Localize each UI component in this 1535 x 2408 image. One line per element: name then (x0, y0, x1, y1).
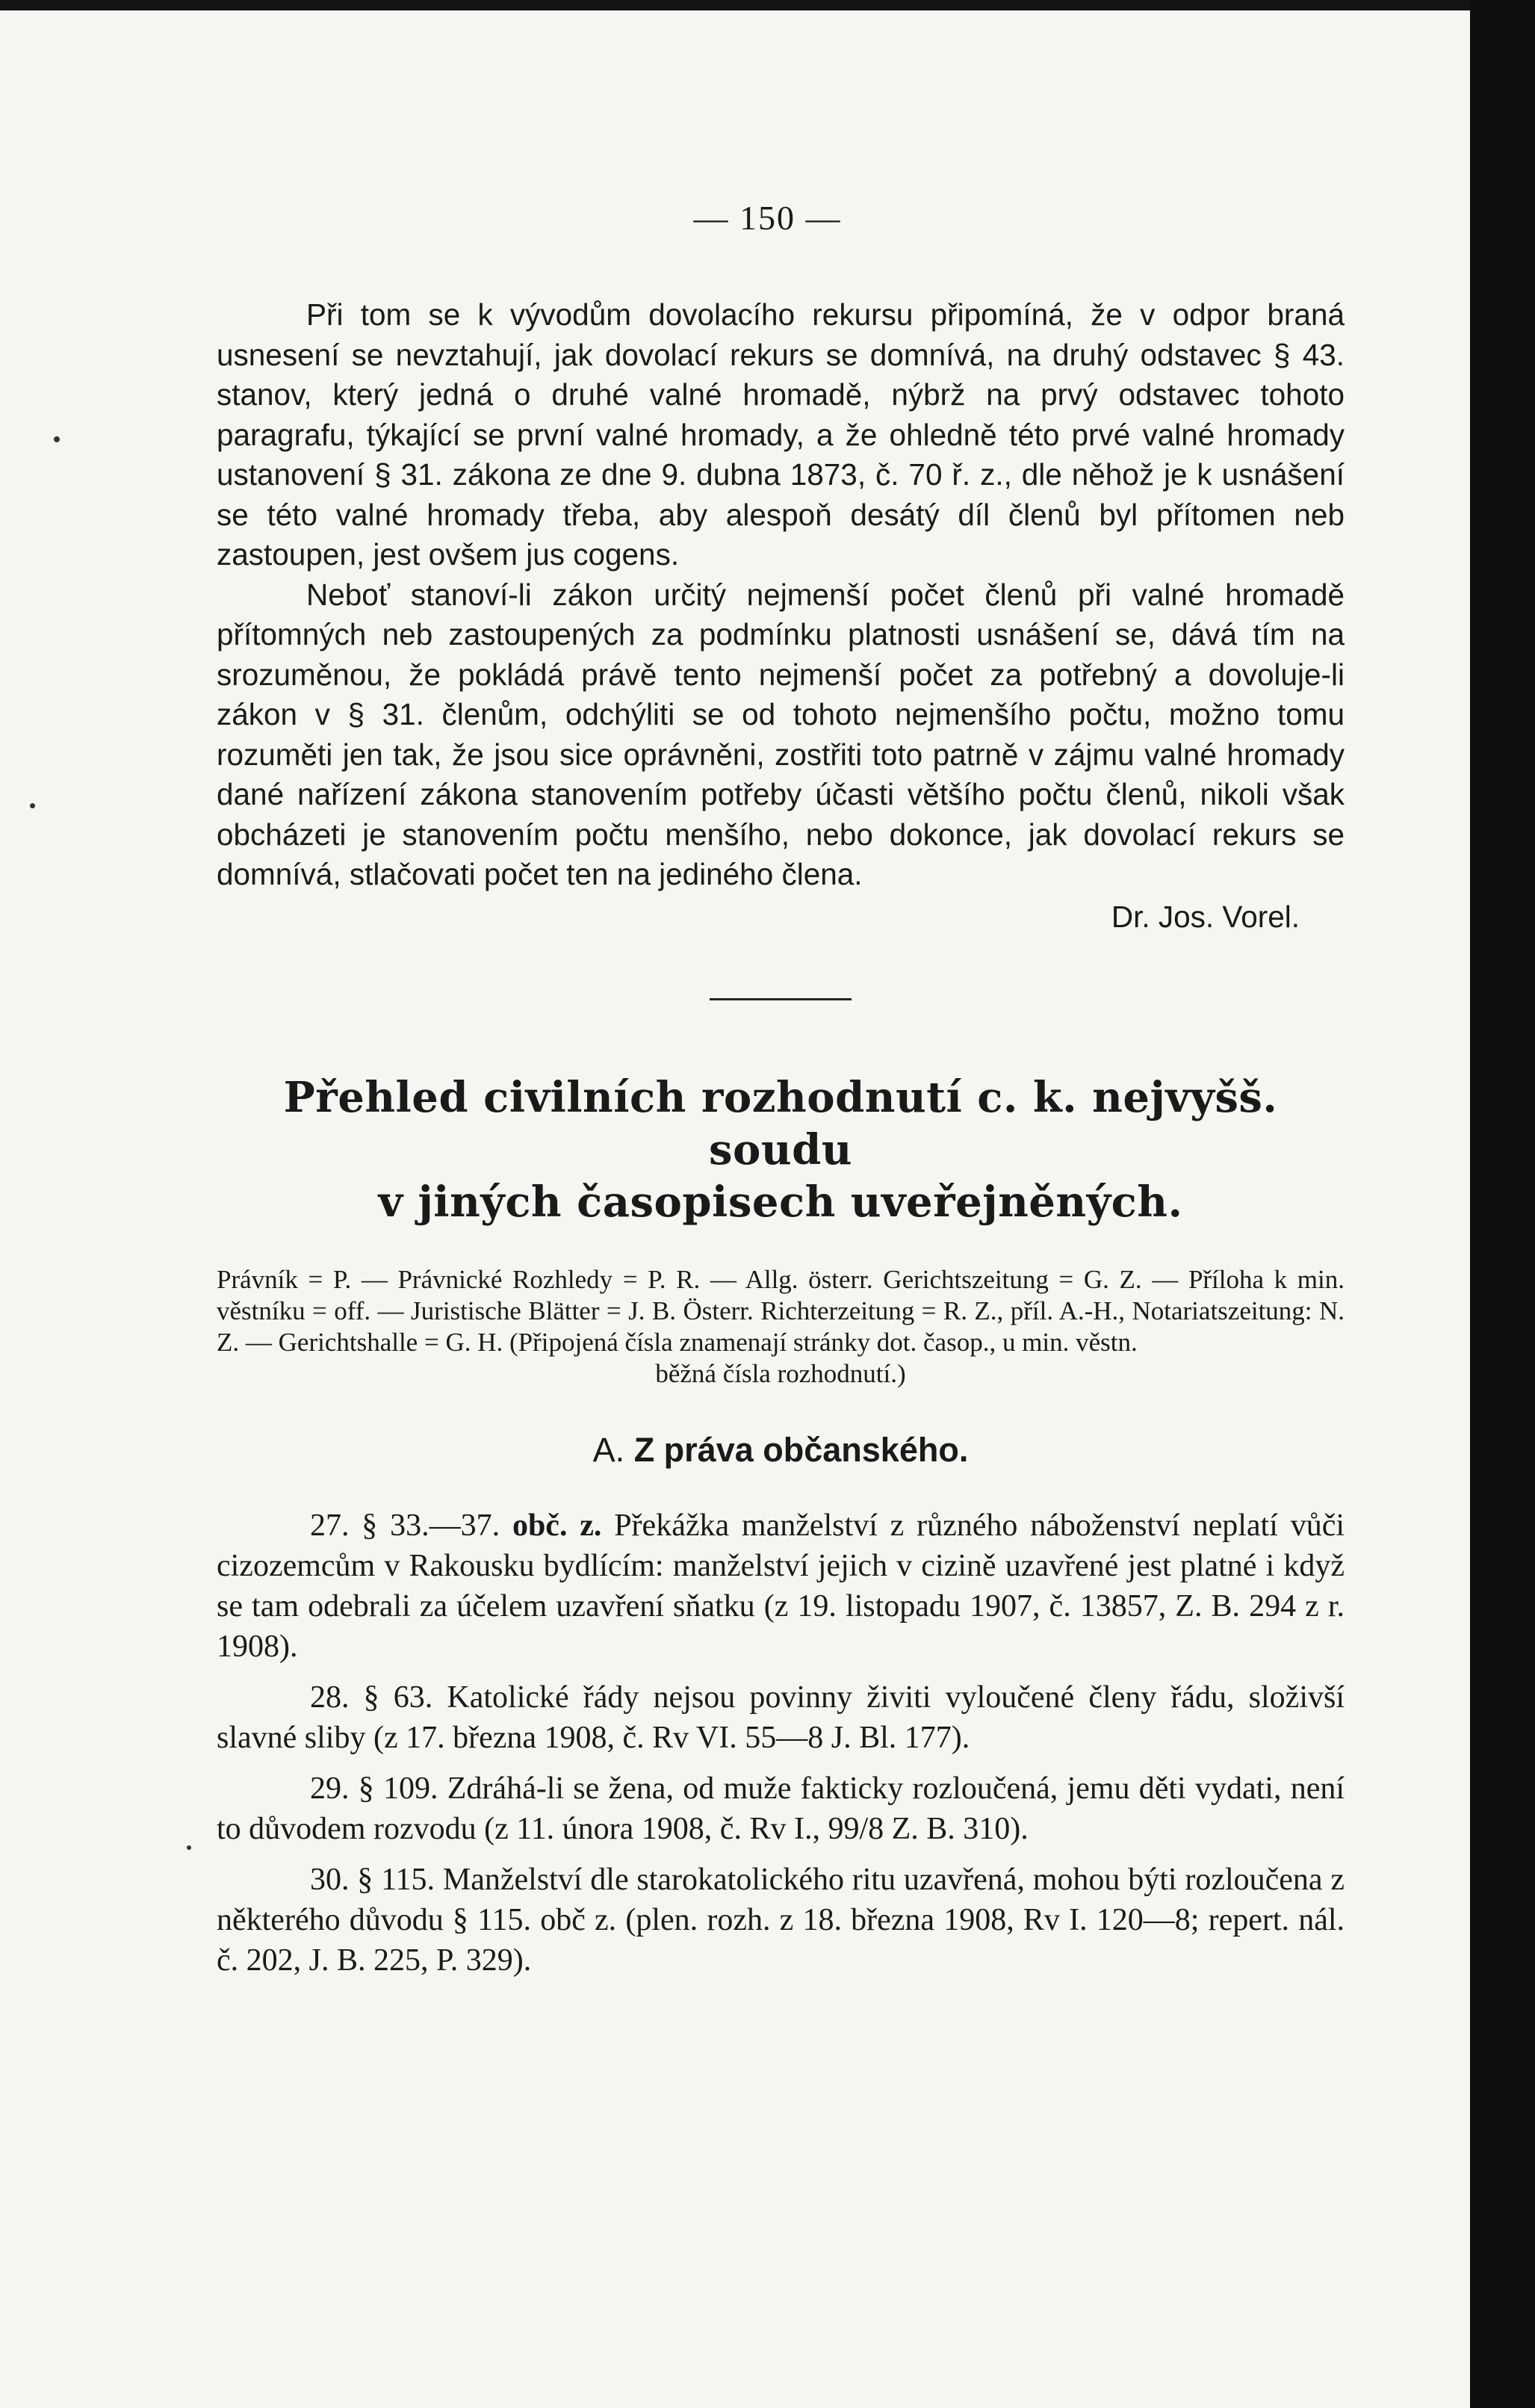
entry-text: Katolické řády nejsou povinny živiti vyloučené členy řádu, složivší slavné sliby (z 17. března 1908, č. Rv VI. 55—8 J. Bl. 177). (217, 1680, 1345, 1755)
article-paragraph-1: Při tom se k vývodům dovolacího rekursu připomíná, že v odpor braná usnesení se nevztahují, jak dovolací rekurs se domnívá, na druhý odstavec § 43. stanov, který jedná o druhé valné hromadě, nýbrž na prvý odstavec tohoto paragrafu, týkající se první valné hromady, a že ohledně této prvé valné hromady ustanovení § 31. zákona ze dne 9. dubna 1873, č. 70 ř. z., dle něhož je k usnášení se této valné hromady třeba, aby alespoň desátý díl členů byl přítomen neb zastoupen, jest ovšem jus cogens. (217, 297, 1345, 572)
scan-border-top (0, 0, 1535, 10)
section-name: Z práva občanského. (633, 1430, 969, 1469)
decision-entry (217, 1505, 1345, 1667)
entry-text: Zdráhá-li se žena, od muže fakticky rozloučená, jemu děti vydati, není to důvodem rozvodu (z 11. února 1908, č. Rv I., 99/8 Z. B. 310). (217, 1771, 1345, 1846)
section-divider (710, 998, 852, 1000)
decision-entry (217, 1860, 1345, 1981)
entry-text: Manželství dle starokatolického ritu uzavřená, mohou býti rozloučena z některého důvodu § 115. obč z. (plen. rozh. z 18. března 1908, Rv I. 120—8; repert. nál. č. 202, J. B. 225, P. 329). (217, 1862, 1345, 1978)
abbreviations-key (217, 1264, 1345, 1390)
page-number: — 150 — (693, 199, 842, 237)
section-title (217, 1431, 1345, 1470)
decision-list (217, 1505, 1345, 1981)
entry-lead: 27. § 33.—37. (310, 1508, 500, 1543)
entry-lead: 28. § 63. (310, 1680, 433, 1715)
overview-heading-line2: v jiných časopisech uveřejněných. (378, 1177, 1183, 1227)
scan-speck (187, 1845, 191, 1850)
entry-lead: 30. § 115. (310, 1862, 435, 1897)
scan-speck (54, 436, 60, 442)
abbreviations-text: Právník = P. — Právnické Rozhledy = P. R. — Allg. österr. Gerichtszeitung = G. Z. — Příloha k min. věstníku = off. — Juristische Blätter = J. B. Österr. Richterzeitung = R. Z., příl. A.-H., Notariatszeitung: N. Z. — Gerichtshalle = G. H. (Připojená čísla znamenají stránky dot. časop., u min. věstn. (217, 1264, 1345, 1357)
entry-text: Překážka manželství z různého náboženství neplatí vůči cizozemcům v Rakousku bydlícím: manželství jejich v cizině uzavřené jest platné i když se tam odebrali za účelem uzavření sňatku (z 19. listopadu 1907, č. 13857, Z. B. 294 z r. 1908). (217, 1508, 1345, 1664)
decision-entry (217, 1768, 1345, 1849)
section-letter: A. (592, 1430, 625, 1469)
text-column (217, 295, 1345, 1991)
abbreviations-text-end: běžná čísla rozhodnutí.) (655, 1358, 906, 1388)
article-paragraph-2: Neboť stanoví-li zákon určitý nejmenší počet členů při valné hromadě přítomných neb zastoupených za podmínku platnosti usnášení se, dává tím na srozuměnou, že pokládá právě tento nejmenší počet za potřebný a dovoluje-li zákon v § 31. členům, odchýliti se od tohoto nejmenšího počtu, možno tomu rozuměti jen tak, že jsou sice oprávněni, zostřiti toto patrně v zájmu valné hromady dané nařízení zákona stanovením potřeby účasti většího počtu členů, nikoli však obcházeti je stanovením počtu menšího, nebo dokonce, jak dovolací rekurs se domnívá, stlačovati počet ten na jediného člena. (217, 577, 1345, 891)
entry-code-ref: obč. z. (512, 1508, 602, 1543)
entry-lead: 29. § 109. (310, 1771, 438, 1806)
overview-heading (217, 1071, 1345, 1228)
overview-heading-line1: Přehled civilních rozhodnutí c. k. nejvyšš. soudu (283, 1072, 1278, 1174)
scan-border-right (1470, 0, 1535, 2408)
decision-entry (217, 1677, 1345, 1758)
scan-speck (30, 803, 35, 808)
author-signature: Dr. Jos. Vorel. (1111, 899, 1300, 934)
